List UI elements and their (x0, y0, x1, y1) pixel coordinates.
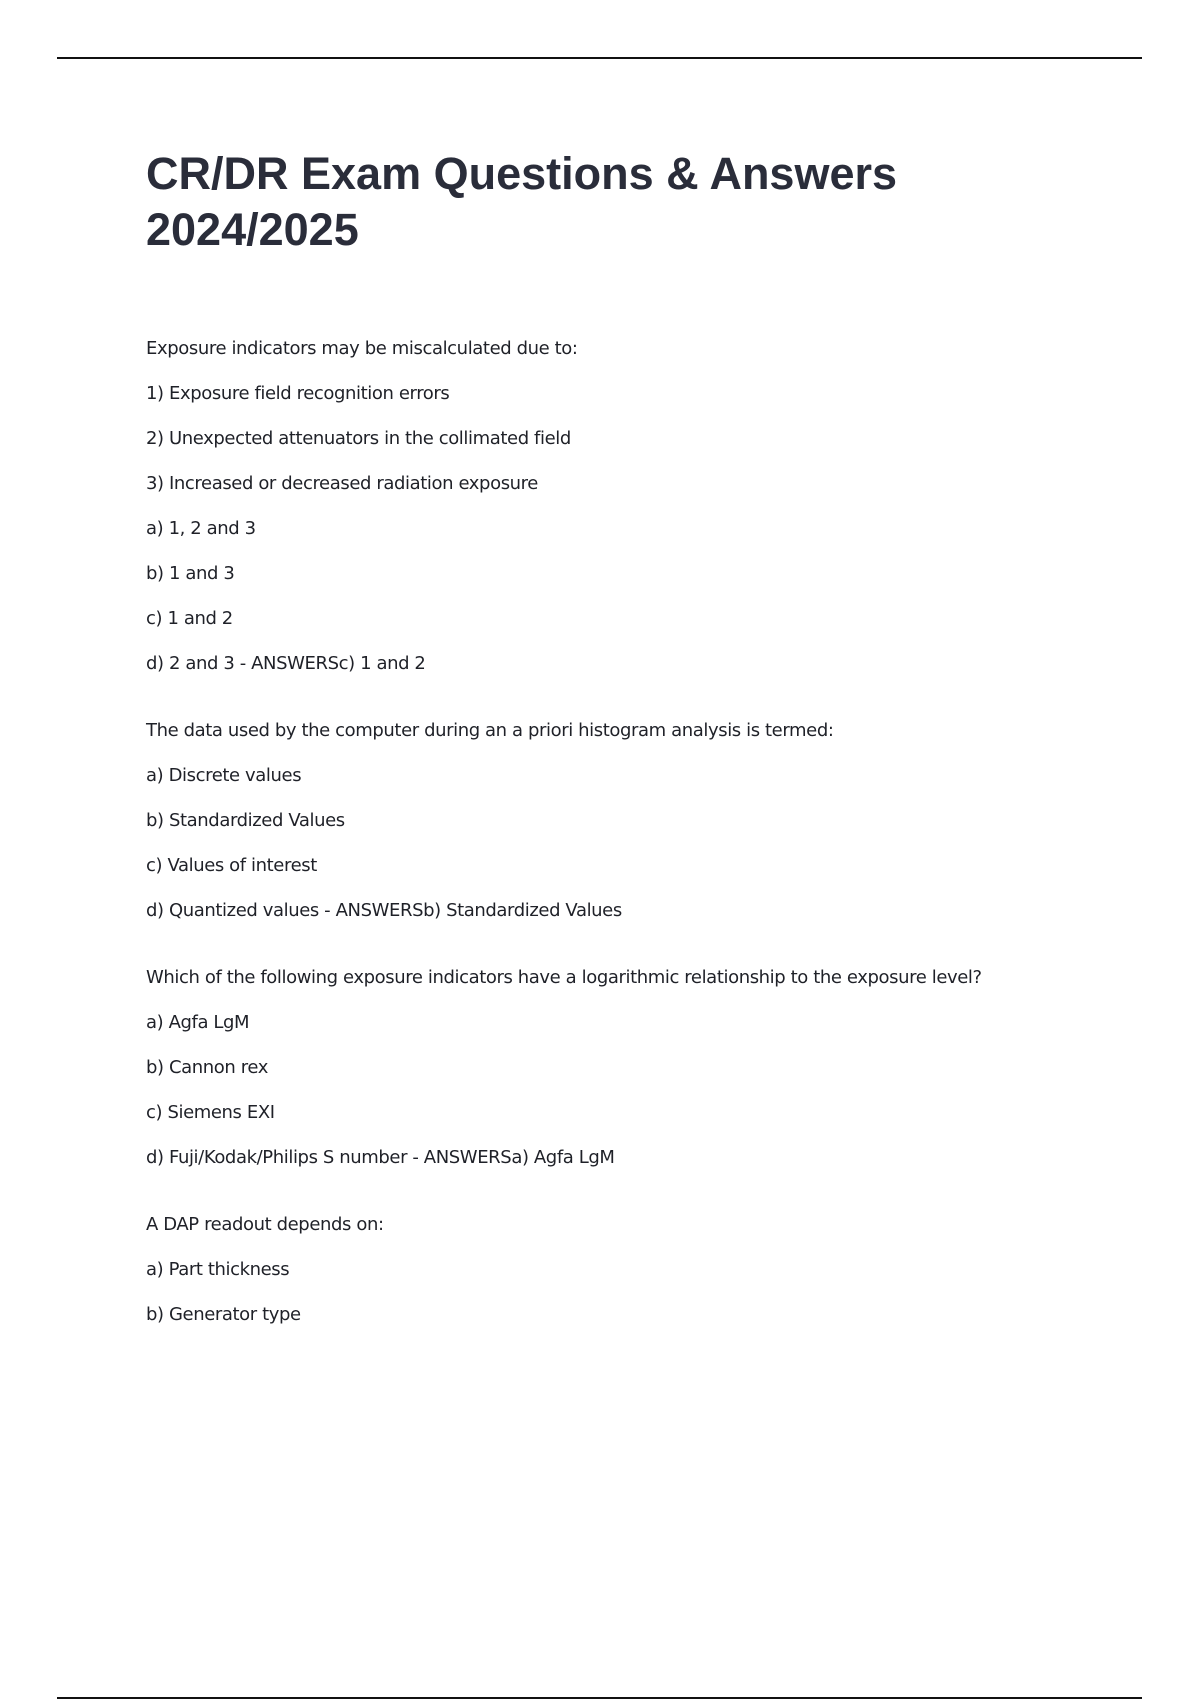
answer-option-with-answer: d) Fuji/Kodak/Philips S number - ANSWERSa) Agfa LgM (146, 1147, 615, 1168)
question-prompt: Exposure indicators may be miscalculated due to: (146, 338, 578, 359)
answer-option: a) Discrete values (146, 765, 302, 786)
answer-option: c) Values of interest (146, 855, 317, 876)
footer-rule (57, 1697, 1142, 1699)
answer-option: b) 1 and 3 (146, 563, 235, 584)
answer-option-with-answer: d) Quantized values - ANSWERSb) Standardized Values (146, 900, 622, 921)
answer-option-with-answer: d) 2 and 3 - ANSWERSc) 1 and 2 (146, 653, 426, 674)
question-prompt: The data used by the computer during an a priori histogram analysis is termed: (146, 720, 834, 741)
answer-option: a) 1, 2 and 3 (146, 518, 256, 539)
answer-option: a) Agfa LgM (146, 1012, 250, 1033)
question-block (146, 967, 1066, 1169)
question-block (146, 1214, 1066, 1326)
statement-line: 3) Increased or decreased radiation exposure (146, 473, 538, 494)
header-rule (57, 57, 1142, 59)
question-block (146, 338, 1066, 675)
statement-line: 2) Unexpected attenuators in the collimated field (146, 428, 571, 449)
statement-line: 1) Exposure field recognition errors (146, 383, 450, 404)
document-title: CR/DR Exam Questions & Answers 2024/2025 (146, 148, 898, 255)
question-prompt: Which of the following exposure indicators have a logarithmic relationship to the exposure level? (146, 967, 982, 988)
question-block (146, 720, 1066, 922)
answer-option: b) Cannon rex (146, 1057, 268, 1078)
page-content (146, 146, 1066, 1371)
answer-option: a) Part thickness (146, 1259, 290, 1280)
answer-option: b) Standardized Values (146, 810, 345, 831)
answer-option: c) 1 and 2 (146, 608, 233, 629)
answer-option: b) Generator type (146, 1304, 301, 1325)
question-list (146, 338, 1066, 1326)
question-prompt: A DAP readout depends on: (146, 1214, 384, 1235)
answer-option: c) Siemens EXI (146, 1102, 275, 1123)
